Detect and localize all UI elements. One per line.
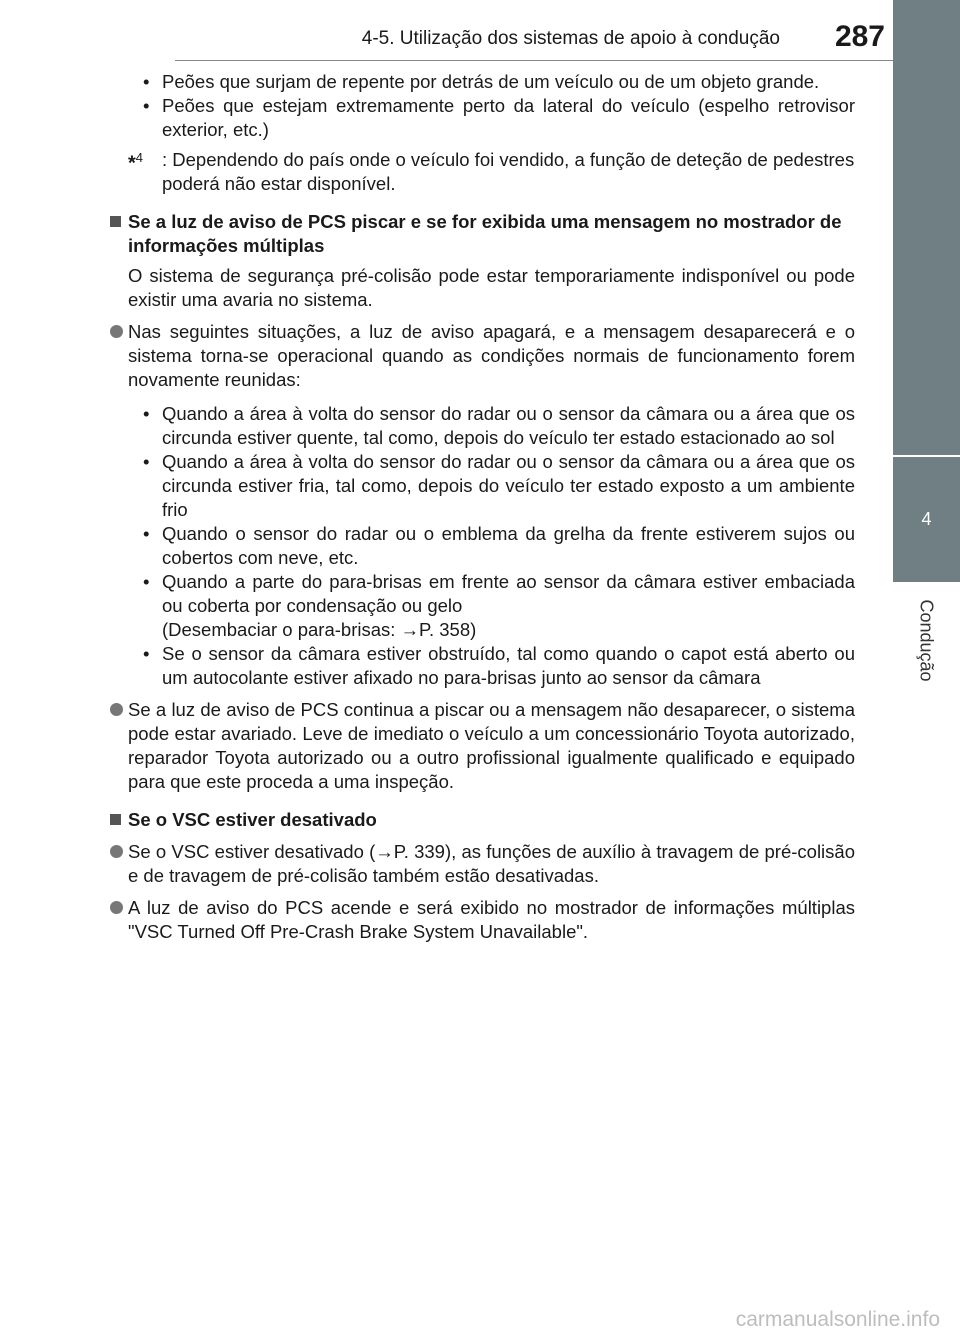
list-item: Se a luz de aviso de PCS continua a piscar ou a mensagem não desaparecer, o sistema pode estar avariado. Leve de imediato o veículo a um concessionário Toyota autorizado, reparador Toyota autorizado ou a outro profissional igualmente qualificado e equipado para que este proceda a uma inspeção. <box>110 698 855 794</box>
section-heading-pcs: Se a luz de aviso de PCS piscar e se for exibida uma mensagem no mostrador de informações múltiplas <box>110 210 855 258</box>
list-item: • Se o sensor da câmara estiver obstruído, tal como quando o capot está aberto ou um autocolante estiver afixado no para-brisas junto ao sensor da câmara <box>143 643 855 688</box>
watermark: carmanualsonline.info <box>735 1308 940 1331</box>
footnote-text: : Dependendo do país onde o veículo foi vendido, a função de deteção de pedestres poderá não estar disponível. <box>162 149 855 194</box>
footnote-mark: *$^4$ <box>128 150 144 175</box>
list-item: Se o VSC estiver desativado (→P. 339), as funções de auxílio à travagem de pré-colisão e de travagem de pré-colisão também estão desativadas. <box>110 840 855 888</box>
page-number: 287 <box>834 20 885 53</box>
section-body: O sistema de segurança pré-colisão pode estar temporariamente indisponível ou pode existir uma avaria no sistema. <box>128 265 855 310</box>
chapter-tab-label-box <box>893 585 960 695</box>
list-item: • Quando a área à volta do sensor do radar ou o sensor da câmara ou a área que os circunda estiver fria, tal como, depois do veículo ter estado exposto a um ambiente frio <box>143 451 855 520</box>
round-bullet-icon <box>110 845 123 858</box>
round-bullet-icon <box>110 901 123 914</box>
page-reference: (Desembaciar o para-brisas: →P. 358) <box>162 619 477 640</box>
header-divider <box>175 60 895 61</box>
square-bullet-icon <box>110 216 121 227</box>
round-bullet-icon <box>110 703 123 716</box>
chapter-tab[interactable] <box>893 457 960 582</box>
list-item: • Quando o sensor do radar ou o emblema da grelha da frente estiverem sujos ou cobertos com neve, etc. <box>143 523 855 568</box>
chapter-tab-number: 4 <box>921 509 932 529</box>
chapter-tab-label: Condução <box>917 598 938 682</box>
list-item: • Quando a parte do para-brisas em frente ao sensor da câmara estiver embaciada ou coberta por condensação ou gelo (Desembaciar o para-brisas: →P. 358) <box>143 571 855 640</box>
list-item: • Peões que surjam de repente por detrás de um veículo ou de um objeto grande. <box>143 71 820 92</box>
round-bullet-icon <box>110 325 123 338</box>
conditions-list <box>110 402 855 690</box>
section-heading-vsc: Se o VSC estiver desativado <box>110 808 855 832</box>
list-item: Nas seguintes situações, a luz de aviso apagará, e a mensagem desaparecerá e o sistema torna-se operacional quando as condições normais de funcionamento forem novamente reunidas: <box>110 320 855 392</box>
footnote <box>110 148 855 196</box>
list-item: A luz de aviso do PCS acende e será exibido no mostrador de informações múltiplas "VSC Turned Off Pre-Crash Brake System Unavailable". <box>110 896 855 944</box>
intro-list <box>110 70 855 142</box>
side-tab-bar <box>893 0 960 455</box>
chapter-title: 4-5. Utilização dos sistemas de apoio à condução <box>361 28 780 49</box>
list-item: • Peões que estejam extremamente perto da lateral do veículo (espelho retrovisor exterior, etc.) <box>143 95 855 140</box>
list-item: • Quando a área à volta do sensor do radar ou o sensor da câmara ou a área que os circunda estiver quente, tal como, depois do veículo ter estado estacionado ao sol <box>143 403 855 448</box>
square-bullet-icon <box>110 814 121 825</box>
page-content <box>110 70 855 944</box>
